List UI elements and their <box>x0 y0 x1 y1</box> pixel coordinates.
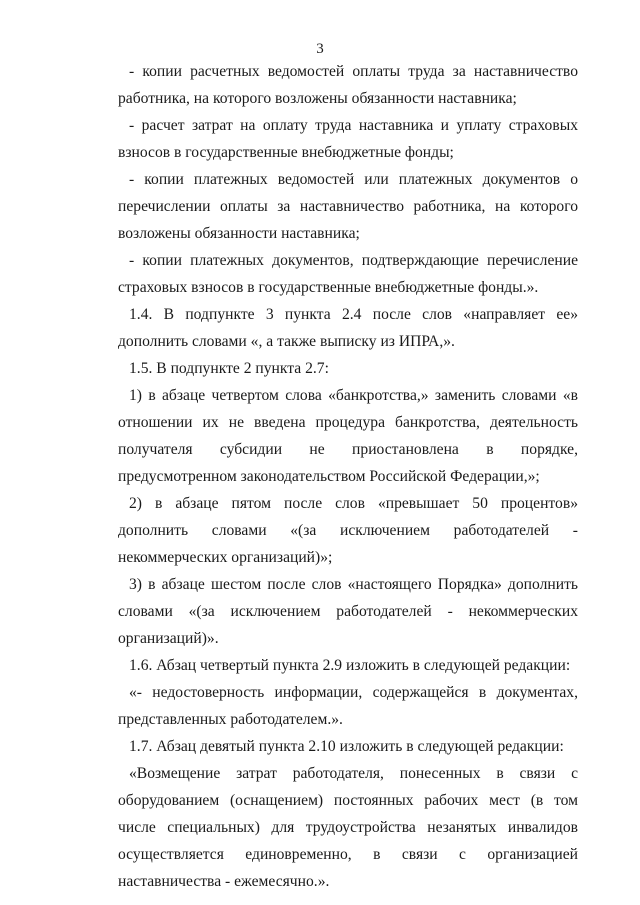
paragraph-1-5-item-1: 1) в абзаце четвертом слова «банкротства,» заменить словами «в отношении их не введена процедура банкротства, деятельность получателя субсидии не приостановлена в порядке, предусмотренном законодательством Российской Федерации,»; <box>118 387 578 485</box>
paragraph-1-6: 1.6. Абзац четвертый пункта 2.9 изложить в следующей редакции: <box>129 657 571 674</box>
paragraph-1-7-text: «Возмещение затрат работодателя, понесенных в связи с оборудованием (оснащением) постоянных рабочих мест (в том числе специальных) для трудоустройства незанятых инвалидов осуществляется единовременно, в связи с организацией наставничества - ежемесячно.». <box>118 765 578 890</box>
paragraph-1-7: 1.7. Абзац девятый пункта 2.10 изложить в следующей редакции: <box>129 738 564 755</box>
paragraph-1-6-text: «- недостоверность информации, содержащейся в документах, представленных работодателем.». <box>118 684 578 728</box>
paragraph-1-5-item-2: 2) в абзаце пятом после слов «превышает 50 процентов» дополнить словами «(за исключением работодателей - некоммерческих организаций)»; <box>118 495 578 566</box>
paragraph-cost-calculation: - расчет затрат на оплату труда наставника и уплату страховых взносов в государственные внебюджетные фонды; <box>118 117 578 161</box>
paragraph-payment-statements: - копии платежных ведомостей или платежных документов о перечислении оплаты за наставничество работника, на которого возложены обязанности наставника; <box>118 171 578 242</box>
paragraph-payroll-copies: - копии расчетных ведомостей оплаты труда за наставничество работника, на которого возложены обязанности наставника; <box>118 63 578 107</box>
paragraph-insurance-payments: - копии платежных документов, подтверждающие перечисление страховых взносов в государственные внебюджетные фонды.». <box>118 252 578 296</box>
page-number: 3 <box>316 41 324 57</box>
document-body <box>118 58 578 895</box>
paragraph-1-5: 1.5. В подпункте 2 пункта 2.7: <box>129 360 329 377</box>
paragraph-1-4: 1.4. В подпункте 3 пункта 2.4 после слов «направляет ее» дополнить словами «, а также выписку из ИПРА,». <box>118 306 578 350</box>
paragraph-1-5-item-3: 3) в абзаце шестом после слов «настоящего Порядка» дополнить словами «(за исключением работодателей - некоммерческих организаций)». <box>118 576 578 647</box>
